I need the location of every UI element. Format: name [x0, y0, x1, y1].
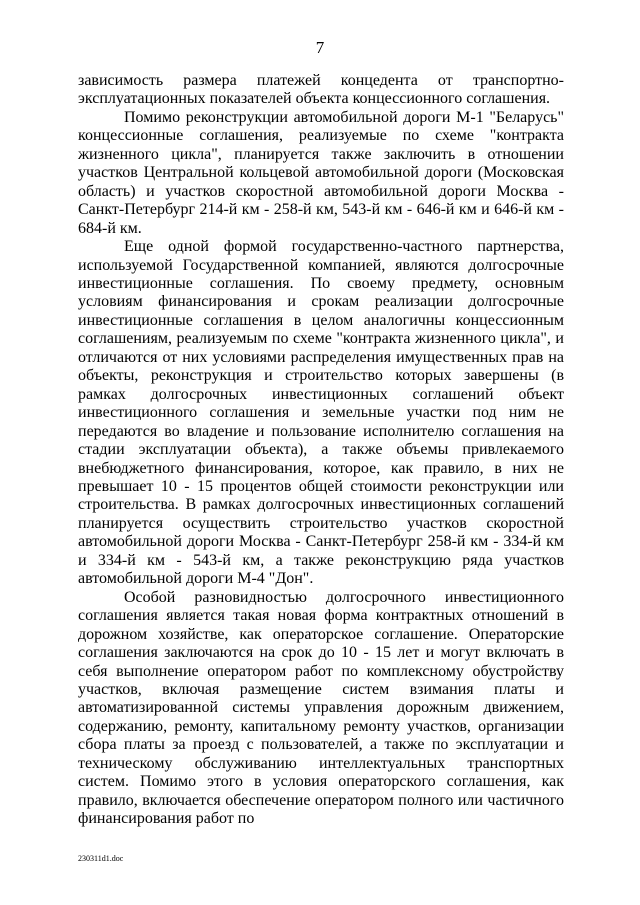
paragraph-concession-agreements: Помимо реконструкции автомобильной дороги М-1 "Беларусь" концессионные соглашения, реализуемые по схеме "контракта жизненного цикла", планируется также заключить в отношении участков Центральной кольцевой автомобильной дороги (Московская область) и участков скоростной автомобильной дороги Москва - Санкт-Петербург 214-й км - 258-й км, 543-й км - 646-й км и 646-й км - 684-й км.: [78, 108, 564, 237]
document-body: [78, 72, 564, 829]
paragraph-operator-agreements: Особой разновидностью долгосрочного инвестиционного соглашения является такая новая форма контрактных отношений в дорожном хозяйстве, как операторское соглашение. Операторские соглашения заключаются на срок до 10 - 15 лет и могут включать в себя выполнение оператором работ по комплексному обустройству участков, включая размещение систем взимания платы и автоматизированной системы управления дорожным движением, содержанию, ремонту, капитальному ремонту участков, организации сбора платы за проезд с пользователей, а также по эксплуатации и техническому обслуживанию интеллектуальных транспортных систем. Помимо этого в условия операторского соглашения, как правило, включается обеспечение оператором полного или частичного финансирования работ по: [78, 588, 564, 828]
footer-filename: 230311d1.doc: [78, 854, 124, 863]
paragraph-long-term-investment-agreements: Еще одной формой государственно-частного партнерства, используемой Государственной компанией, являются долгосрочные инвестиционные соглашения. По своему предмету, основным условиям финансирования и срокам реализации долгосрочные инвестиционные соглашения в целом аналогичны концессионным соглашениям, реализуемым по схеме "контракта жизненного цикла", и отличаются от них условиями распределения имущественных прав на объекты, реконструкция и строительство которых завершены (в рамках долгосрочных инвестиционных соглашений объект инвестиционного соглашения и земельные участки под ним не передаются во владение и пользование исполнителю соглашения на стадии эксплуатации объекта), а также объемы привлекаемого внебюджетного финансирования, которое, как правило, в них не превышает 10 - 15 процентов общей стоимости реконструкции или строительства. В рамках долгосрочных инвестиционных соглашений планируется осуществить строительство участков скоростной автомобильной дороги Москва - Санкт-Петербург 258-й км - 334-й км и 334-й км - 543-й км, а также реконструкцию ряда участков автомобильной дороги М-4 "Дон".: [78, 238, 564, 588]
paragraph-continuation: зависимость размера платежей концедента от транспортно-эксплуатационных показателей объекта концессионного соглашения.: [78, 72, 564, 108]
page-number: 7: [315, 38, 325, 57]
